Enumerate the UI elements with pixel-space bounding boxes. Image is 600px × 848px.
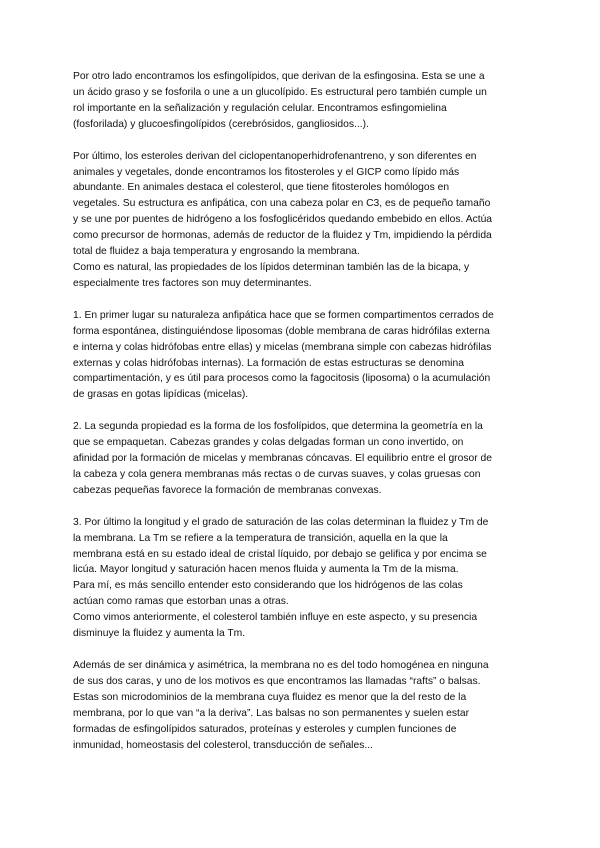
text-line: y se une por puentes de hidrógeno a los fosfoglicéridos quedando embebido en ellos. Actúa <box>73 214 493 226</box>
document-body <box>73 69 533 753</box>
paragraph-punto-1 <box>73 308 533 403</box>
text-line: cabezas pequeñas favorece la formación de membranas convexas. <box>73 484 382 496</box>
text-line: de grasas en gotas lipídicas (micelas). <box>73 389 249 401</box>
text-line: de sus dos caras, y uno de los motivos es que encontramos las llamadas “rafts” o balsas. <box>73 675 481 687</box>
text-line: abundante. En animales destaca el colesterol, que tiene fitosteroles homólogos en <box>73 182 450 194</box>
text-line: Estas son microdominios de la membrana cuya fluidez es menor que la del resto de la <box>73 691 467 703</box>
text-line: vegetales. Su estructura es anfipática, con una cabeza polar en C3, es de pequeño tamaño <box>73 198 491 210</box>
text-line: Para mí, es más sencillo entender esto considerando que los hidrógenos de las colas <box>73 580 463 592</box>
text-line: Además de ser dinámica y asimétrica, la membrana no es del todo homogénea en ninguna <box>73 660 489 671</box>
text-line: Como es natural, las propiedades de los lípidos determinan también las de la bicapa, y <box>73 261 470 273</box>
text-line: licúa. Mayor longitud y saturación hacen menos fluida y aumenta la Tm de la misma. <box>73 564 459 576</box>
text-line: la cabeza y cola genera membranas más rectas o de curvas suaves, y colas gruesas con <box>73 468 481 480</box>
paragraph-punto-3 <box>73 515 533 642</box>
text-line: disminuye la fluidez y aumenta la Tm. <box>73 628 246 640</box>
text-line: 1. En primer lugar su naturaleza anfipática hace que se formen compartimentos cerrados de <box>73 309 494 321</box>
text-line: 2. La segunda propiedad es la forma de los fosfolípidos, que determina la geometría en la <box>73 421 483 433</box>
text-line: membrana, por lo que van “a la deriva”. Las balsas no son permanentes y suelen estar <box>73 707 470 719</box>
paragraph-esteroles <box>73 149 533 292</box>
text-line: membrana está en su estado ideal de cristal líquido, por debajo se gelifica y por encima se <box>73 548 487 560</box>
paragraph-punto-2 <box>73 419 533 499</box>
text-line: como precursor de hormonas, además de reductor de la fluidez y Tm, impidiendo la pérdida <box>73 230 492 242</box>
paragraph-balsas <box>73 658 533 753</box>
text-line: inmunidad, homeostasis del colesterol, transducción de señales... <box>73 739 373 751</box>
text-line: rol importante en la señalización y regulación celular. Encontramos esfingomielina <box>73 102 447 114</box>
text-line: Por último, los esteroles derivan del ciclopentanoperhidrofenantreno, y son diferentes en <box>73 150 477 162</box>
text-line: externas y colas hidrófobas internas). La formación de estas estructuras se denomina <box>73 357 464 369</box>
text-line: la membrana. La Tm se refiere a la temperatura de transición, aquella en la que la <box>73 532 448 544</box>
text-line: actúan como ramas que estorban unas a otras. <box>73 596 289 608</box>
text-line: forma espontánea, distinguiéndose liposomas (doble membrana de caras hidrófilas externa <box>73 325 490 337</box>
paragraph-esfingolipidos <box>73 69 533 133</box>
text-line: Como vimos anteriormente, el colesterol también influye en este aspecto, y su presencia <box>73 612 478 624</box>
text-line: un ácido graso y se fosforila o une a un glucolípido. Es estructural pero también cumple un <box>73 86 487 98</box>
text-line: 3. Por último la longitud y el grado de saturación de las colas determinan la fluidez y Tm de <box>73 516 489 528</box>
text-line: que se empaquetan. Cabezas grandes y colas delgadas forman un cono invertido, on <box>73 437 464 449</box>
text-line: Por otro lado encontramos los esfingolípidos, que derivan de la esfingosina. Esta se une a <box>73 71 485 82</box>
text-line: afinidad por la formación de micelas y membranas cóncavas. El equilibrio entre el grosor de <box>73 453 492 465</box>
text-line: animales y vegetales, donde encontramos los fitosteroles y el GICP como lípido más <box>73 166 460 178</box>
text-line: (fosforilada) y glucoesfingolípidos (cerebrósidos, gangliosidos...). <box>73 118 369 130</box>
text-line: formadas de esfingolípidos saturados, proteínas y esteroles y cumplen funciones de <box>73 723 457 735</box>
text-line: e interna y colas hidrófobas entre ellas) y micelas (membrana simple con cabezas hidrófilas <box>73 341 492 353</box>
text-line: compartimentación, y es útil para procesos como la fagocitosis (liposoma) o la acumulación <box>73 373 491 385</box>
text-line: especialmente tres factores son muy determinantes. <box>73 277 312 289</box>
text-line: total de fluidez a baja temperatura y engrosando la membrana. <box>73 246 360 258</box>
